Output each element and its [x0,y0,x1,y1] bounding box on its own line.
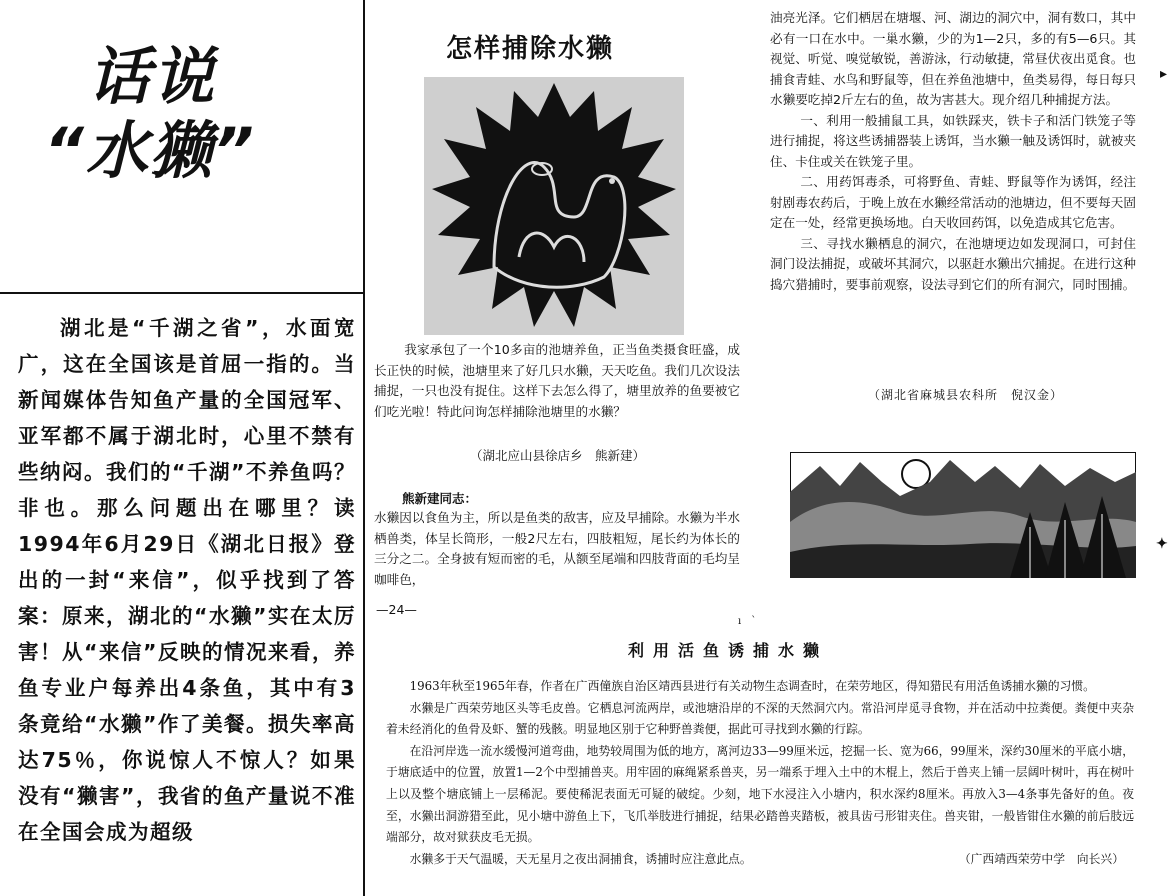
answer-salutation: 熊新建同志： [402,491,478,506]
otter-illustration [424,77,684,335]
question-signature: （湖北应山县徐店乡 熊新建） [470,448,646,463]
right-column-text [770,8,1136,295]
moon-shape [902,460,930,488]
bottom-paragraph-2: 水獭是广西荣劳地区头等毛皮兽。它栖息河流两岸，或池塘沿岸的不深的天然洞穴内。常沿河岸觅寻食物，并在活动中拉粪便。粪便中夹杂着未经消化的鱼骨及虾、蟹的残骸。明显地区别于它种野兽粪便，据此可寻找到水獭的行踪。 [386,700,1134,737]
landscape-illustration [790,452,1136,578]
reader-question-text: 我家承包了一个10多亩的池塘养鱼，正当鱼类摄食旺盛，成长正快的时候，池塘里来了好几只水獭，天天吃鱼。我们几次设法捕捉，一只也没有捉住。这样下去怎么得了，塘里放养的鱼要被它们吃光啦！特此问询怎样捕除池塘里的水獭？ [374,342,740,419]
title-line-1: 话说 [88,40,217,113]
bottom-article-body [386,676,1134,870]
bottom-paragraph-3: 在沿河岸选一流水缓慢河道弯曲，地势较周围为低的地方，离河边33—99厘米远，挖掘一长、宽为66，99厘米，深约30厘米的平底小塘，于塘底适中的位置，放置1—2个中型捕兽夹。用牢固的麻绳紧系兽夹，另一端系于埋入土中的木棍上，然后于兽夹上铺一层阔叶树叶，再在树叶上以及整个塘底铺上一层稀泥。要使稀泥表面无可疑的破绽。少刻，地下水浸注入小塘内，积水深约8厘米。再放入3—4条事先备好的鱼。夜至，水獭出洞游猎至此，见小塘中游鱼上下，飞爪举肢进行捕捉，结果必踏兽夹踏板，被具齿弓形钳夹住。兽夹钳，一般皆钳住水獭的前后肢远端部分，故对狱获皮毛无损。 [386,743,1134,845]
column-divider [363,0,365,896]
right-paragraph-1: 油亮光泽。它们栖居在塘堰、河、湖边的洞穴中，洞有数口，其中必有一口在水中。一巢水獭，少的为1—2只，多的有5—6只。其视觉、听觉、嗅觉敏锐，善游泳，行动敏捷，常昼伏夜出觅食。也捕食青蛙、水鸟和野鼠等，但在养鱼池塘中，鱼类易得，每日每只水獭要吃掉2斤左右的鱼，故为害甚大。现介绍几种捕捉方法。 [770,10,1136,107]
scan-mark: ▸ [1160,66,1168,82]
middle-article-title: 怎样捕除水獭 [446,34,615,64]
answer-text [374,508,740,590]
bottom-signature: （广西靖西荣劳中学 向长兴） [958,851,1124,866]
right-signature: （湖北省麻城县农科所 倪汉金） [868,388,1064,402]
answer-text-body: 水獭因以食鱼为主，所以是鱼类的敌害，应及早捕除。水獭为半水栖兽类，体呈长筒形，一般2尺左右，四肢粗短，尾长约为体长的三分之二。全身披有短而密的毛，从额至尾端和四肢背面的毛均呈咖啡色， [374,510,740,587]
right-paragraph-3: 二、用药饵毒杀，可将野鱼、青蛙、野鼠等作为诱饵，经注射剧毒农药后，于晚上放在水獭经常活动的池塘边，但不要每天固定在一处，经常更换场地。白天收回药饵，以免造成其它危害。 [770,174,1136,230]
bottom-paragraph-1: 1963年秋至1965年春，作者在广西僮族自治区靖西县进行有关动物生态调查时，在荣劳地区，得知猎民有用活鱼诱捕水獭的习惯。 [409,679,1095,693]
scan-mark: ✦ [1156,536,1168,552]
right-paragraph-4: 三、寻找水獭栖息的洞穴，在池塘埂边如发现洞口，可封住洞门设法捕捉，或破坏其洞穴，以驱赶水獭出穴捕捉。在进行这种捣穴猎捕时，要事前观察，设法寻到它们的所有洞穴，同时围捕。 [770,235,1136,292]
title-line-2: “水獭” [44,114,256,187]
left-article-title [40,40,340,188]
left-body-text: 湖北是“千湖之省”，水面宽广，这在全国该是首屈一指的。当新闻媒体告知鱼产量的全国冠军、亚军都不属于湖北时，心里不禁有些纳闷。我们的“千湖”不养鱼吗？非也。那么问题出在哪里？读1994年6月29日《湖北日报》登出的一封“来信”，似乎找到了答案：原来，湖北的“水獭”实在太厉害！从“来信”反映的情况来看，养鱼专业户每养出4条鱼，其中有3条竟给“水獭”作了美餐。损失率高达75％，你说惊人不惊人？如果没有“獭害”，我省的鱼产量说不准在全国会成为超级 [18,316,356,844]
scan-mark: ı ˋ [738,616,757,627]
title-divider [0,292,363,294]
right-paragraph-2: 一、利用一般捕鼠工具，如铁踩夹，铁卡子和活门铁笼子等进行捕捉，将这些诱捕器装上诱饵，当水獭一触及诱饵时，就被夹住、卡住或关在铁笼子里。 [770,112,1136,169]
bottom-paragraph-4: 水獭多于天气温暖，天无星月之夜出洞捕食，诱捕时应注意此点。 （广西靖西荣劳中学 向长兴） [386,849,1134,871]
reader-question [374,340,740,422]
page-number: —24— [376,602,417,617]
bottom-article-title: 利用活鱼诱捕水獭 [628,641,829,660]
left-article-body [18,310,356,850]
